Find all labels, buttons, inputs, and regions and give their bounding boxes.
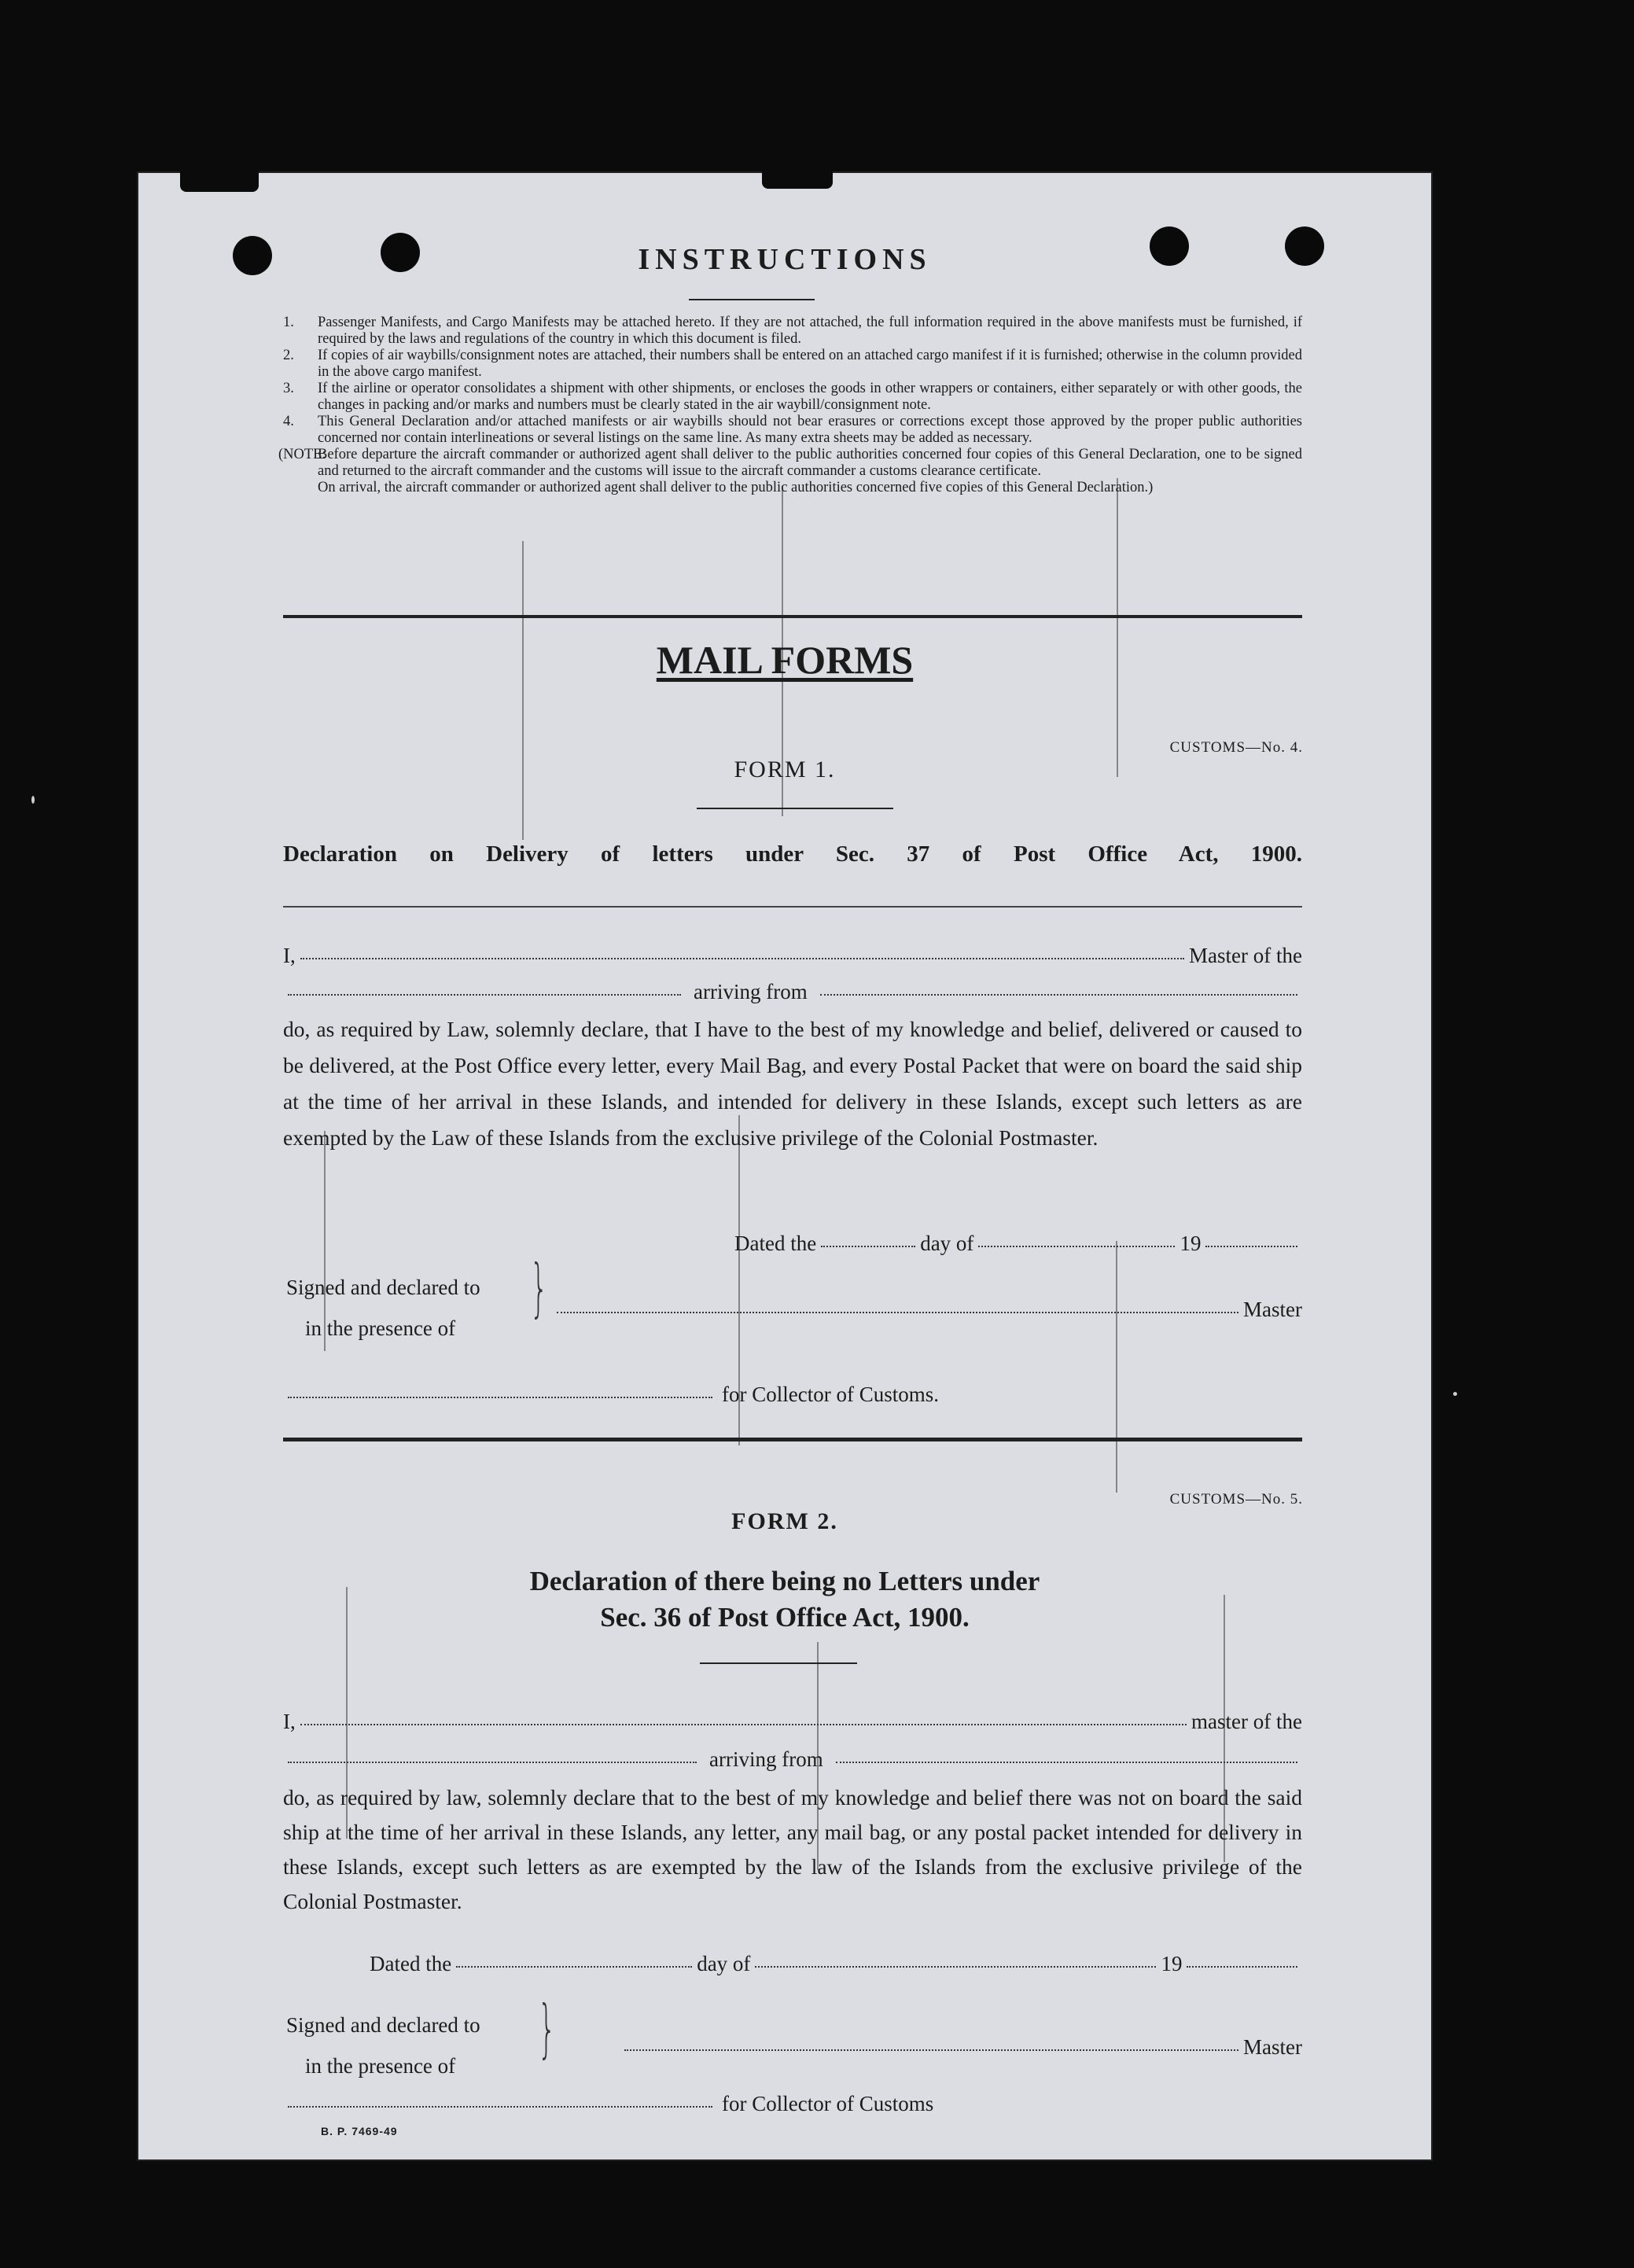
collector-signature-field[interactable] [288,1396,712,1398]
text: master of the [1191,1710,1302,1733]
month-field[interactable] [978,1245,1175,1247]
background-speck [1453,1392,1457,1396]
form2-label: FORM 2. [731,1508,838,1534]
text: Master [1243,1298,1302,1321]
origin-field[interactable] [836,1761,1297,1763]
instruction-item [283,315,1302,348]
declaration-line: Sec. 36 of Post Office Act, 1900. [600,1602,970,1633]
ship-name-field[interactable] [288,1761,697,1763]
divider [689,299,815,300]
document-sheet [137,171,1433,2161]
note-text: Before departure the aircraft commander or authorized agent shall deliver to the public authorities concerned four copies of this General Declaration, one to be signed and returned to the aircraft commander and the customs will issue to the aircraft commander a customs clearance certificate. [318,447,1302,479]
origin-field[interactable] [820,993,1297,996]
instruction-item [283,348,1302,381]
text: Dated the [370,1952,452,1975]
form2-signed-label [286,2013,554,2038]
text: Master [1243,2035,1302,2059]
instruction-number: 4. [283,414,294,429]
form1-declaration-paragraph: do, as required by Law, solemnly declare, that I have to the best of my knowledge and belief, delivered or caused to be delivered, at the Post Office every letter, every Mail Bag, and every Postal Packet that were on board the said ship at the time of her arrival in these Islands, and intended for delivery in these Islands, except such letters as are exempted by the Law of these Islands from the exclusive privilege of the Colonial Postmaster. [283,1017,1302,1150]
divider [697,808,893,809]
torn-edge [762,171,833,189]
fold-crease [1117,478,1118,777]
text: I, [283,944,296,967]
collector-signature-field[interactable] [288,2105,712,2108]
text: Master of the [1189,944,1302,967]
master-signature-field[interactable] [624,2049,1238,2051]
year-field[interactable] [1187,1965,1297,1968]
form1-declaration-title: Declaration on Delivery of letters under Sec. 37 of Post Office Act, 1900. [283,841,1302,867]
form2-ship-line [283,1747,1302,1772]
text: 19 [1161,1952,1183,1975]
master-signature-field[interactable] [557,1311,1238,1313]
fold-crease [1116,1241,1117,1493]
instruction-note [278,447,1302,496]
text: for Collector of Customs. [722,1383,939,1406]
section-divider [283,615,1302,618]
year-field[interactable] [1205,1245,1297,1247]
text: day of [697,1952,751,1975]
form2-collector-line [283,2092,991,2116]
form1-master-signature-line [552,1298,1302,1322]
instruction-number: 1. [283,315,294,330]
fold-crease [522,541,524,840]
text: Signed and declared to [286,1276,480,1299]
day-field[interactable] [821,1245,915,1247]
form2-date-line [370,1952,1302,1976]
instruction-item [283,414,1302,447]
instruction-item [283,381,1302,414]
form1-presence-label [305,1316,557,1341]
day-field[interactable] [456,1965,692,1968]
form2-master-line [283,1710,1302,1734]
text: for Collector of Customs [722,2092,934,2115]
name-field[interactable] [300,957,1184,959]
form1-master-line [283,944,1302,968]
divider [283,906,1302,908]
form1-signed-label [286,1276,538,1300]
instruction-text: If the airline or operator consolidates a shipment with other shipments, or encloses the goods in other wrappers or containers, either separately or with other goods, the changes in packing and/or marks and numbers must be clearly stated in the air waybill/consignment note. [318,381,1302,413]
form1-ship-line [283,980,1302,1004]
brace-icon: } [529,1251,548,1324]
ship-name-field[interactable] [288,993,681,996]
form2-presence-label [305,2054,572,2078]
note-text-arrival: On arrival, the aircraft commander or authorized agent shall deliver to the public authorities concerned five copies of this General Declaration.) [318,480,1154,495]
background-speck [31,796,35,804]
torn-edge [180,171,259,192]
form1-collector-line [283,1383,991,1407]
text: arriving from [694,980,808,1003]
section-divider [283,1438,1302,1441]
text: 19 [1179,1232,1202,1255]
text: in the presence of [305,2054,456,2078]
instruction-text: This General Declaration and/or attached manifests or air waybills should not bear erasures or corrections except those approved by the proper public authorities concerned nor contain interlineations or several listings on the same line. As many extra sheets may be added as necessary. [318,414,1302,446]
form2-master-signature-line [620,2035,1302,2060]
mail-forms-title: MAIL FORMS [656,638,914,682]
form2-declaration-title [137,1563,1433,1636]
instruction-number: 2. [283,348,294,363]
instruction-text: If copies of air waybills/consignment notes are attached, their numbers shall be entered on an attached cargo manifest if it is furnished; otherwise in the column provided in the above cargo manifest. [318,348,1302,380]
text: arriving from [709,1747,823,1771]
form2-declaration-paragraph: do, as required by law, solemnly declare that to the best of my knowledge and belief there was not on board the said ship at the time of her arrival in these Islands, any letter, any mail bag, or any postal packet intended for delivery in these Islands, except such letters as are exempted by the law of the Islands from the exclusive privilege of the Colonial Postmaster. [283,1785,1302,1913]
instructions-list [278,315,1302,496]
text: day of [920,1232,974,1255]
declaration-line: Declaration of there being no Letters under [529,1566,1040,1596]
customs-number: CUSTOMS—No. 4. [1169,739,1303,756]
instructions-heading: INSTRUCTIONS [638,243,932,276]
month-field[interactable] [755,1965,1156,1968]
name-field[interactable] [300,1723,1187,1725]
text: in the presence of [305,1316,456,1340]
customs-number: CUSTOMS—No. 5. [1169,1491,1303,1508]
brace-icon: } [537,1992,556,2065]
form1-label: FORM 1. [734,757,836,782]
form-code: B. P. 7469-49 [321,2125,398,2137]
divider [700,1662,857,1664]
text: Dated the [734,1232,817,1255]
instruction-number: 3. [283,381,294,396]
note-label: (NOTE: [278,447,326,462]
text: I, [283,1710,296,1733]
text: Signed and declared to [286,2013,480,2037]
instruction-text: Passenger Manifests, and Cargo Manifests may be attached hereto. If they are not attached, the full information required in the above manifests must be furnished, if required by the laws and regulations of the country in which this document is filed. [318,315,1302,347]
form1-date-line [734,1232,1302,1256]
